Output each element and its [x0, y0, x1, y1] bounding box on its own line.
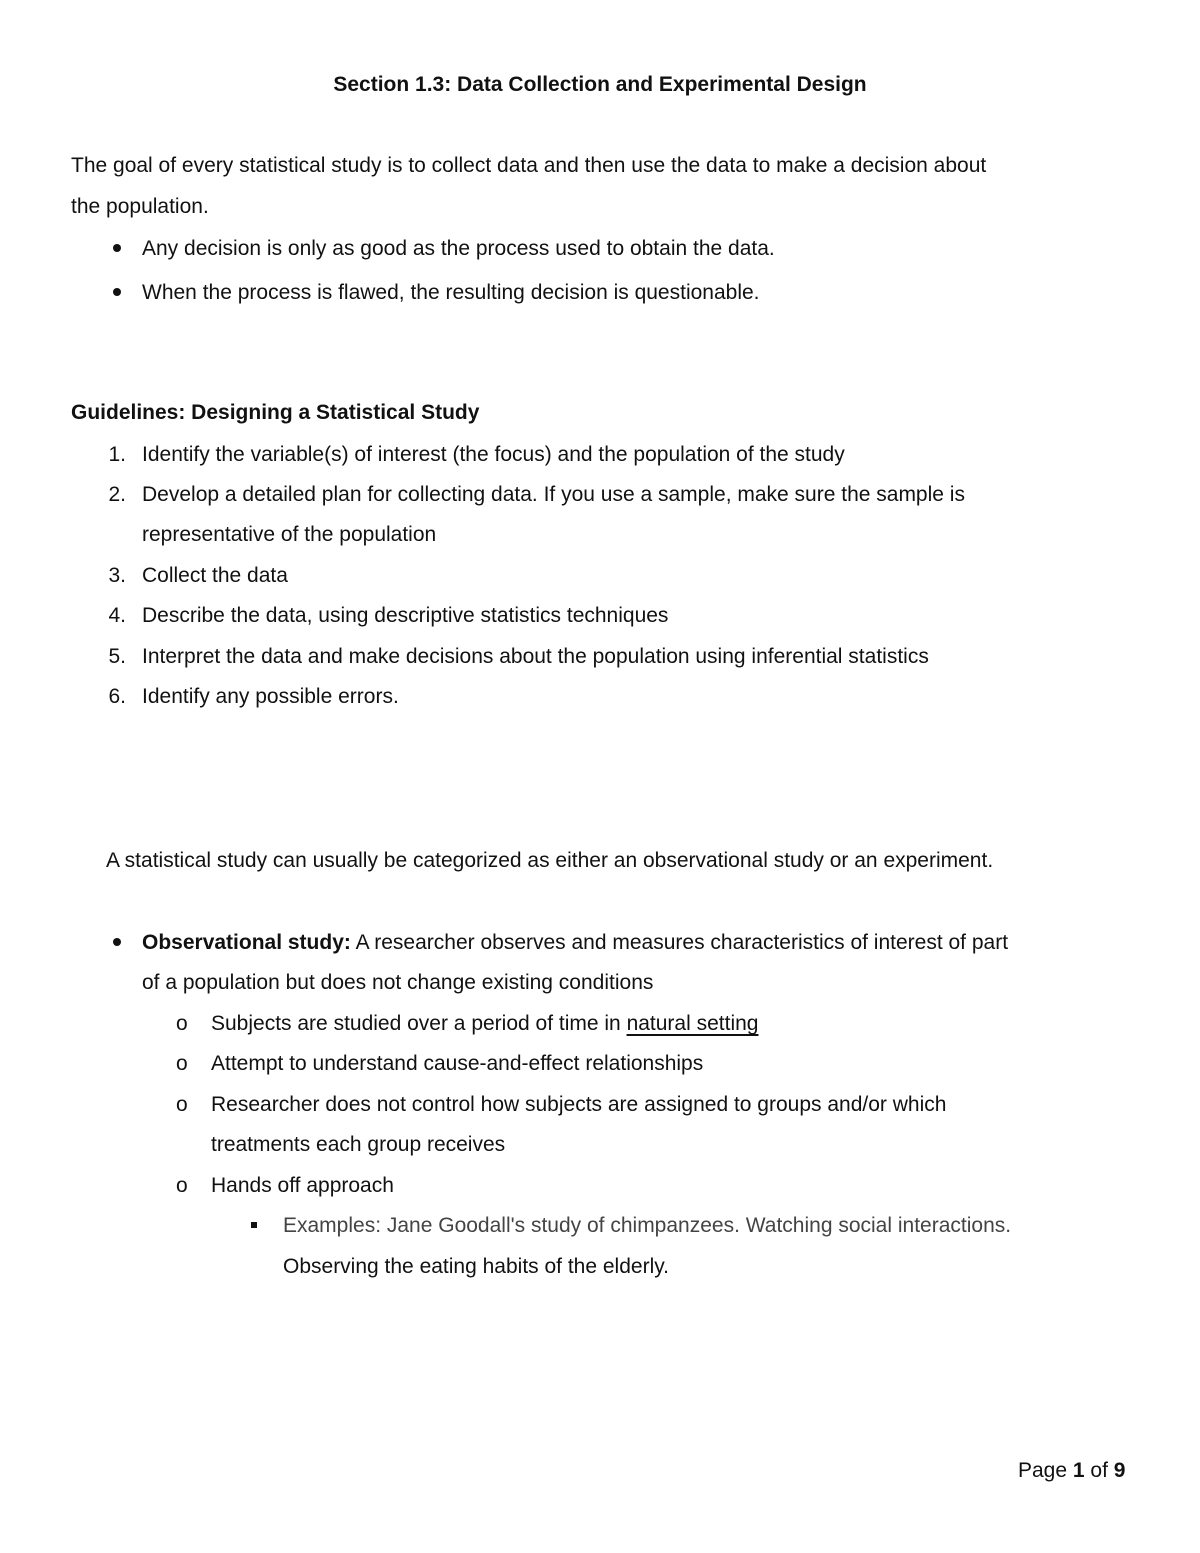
current-page-number: 1: [1072, 1459, 1085, 1482]
guideline-item-2: Develop a detailed plan for collecting data. If you use a sample, make sure the sample is: [142, 483, 965, 506]
bullet-icon: [113, 244, 121, 252]
study-types-sentence: A statistical study can usually be categorized as either an observational study or an experiment.: [106, 849, 994, 872]
page-title: Section 1.3: Data Collection and Experimental Design: [333, 73, 867, 96]
intro-paragraph-line-2: the population.: [71, 195, 209, 218]
square-bullet-icon: [251, 1222, 257, 1228]
guideline-item-4: Describe the data, using descriptive statistics techniques: [142, 604, 669, 627]
list-number: 5.: [108, 645, 126, 668]
list-number: 2.: [108, 483, 126, 506]
guideline-item-2-continued: representative of the population: [142, 523, 437, 546]
list-number: 6.: [108, 685, 126, 708]
guideline-item-1: Identify the variable(s) of interest (the focus) and the population of the study: [142, 443, 845, 466]
sub-bullet-marker: o: [176, 1052, 188, 1075]
observational-term: Observational study:: [142, 931, 351, 954]
observational-sub-item-4: Hands off approach: [211, 1174, 394, 1197]
guideline-item-3: Collect the data: [142, 564, 288, 587]
list-number: 1.: [108, 443, 126, 466]
list-number: 4.: [108, 604, 126, 627]
observational-definition: A researcher observes and measures characteristics of interest of part: [350, 931, 1009, 954]
observational-sub-item-3: Researcher does not control how subjects are assigned to groups and/or which: [211, 1093, 947, 1116]
sub-item-1-text: Subjects are studied over a period of time in: [211, 1012, 627, 1035]
intro-paragraph-line-1: The goal of every statistical study is to collect data and then use the data to make a decision about: [71, 154, 987, 177]
examples-line-2: Observing the eating habits of the elderly.: [283, 1255, 670, 1278]
bullet-icon: [113, 938, 121, 946]
list-number: 3.: [108, 564, 126, 587]
page-word: Page: [1018, 1459, 1068, 1482]
observational-sub-item-2: Attempt to understand cause-and-effect relationships: [211, 1052, 704, 1075]
total-pages-number: 9: [1113, 1459, 1126, 1482]
intro-bullet-1: Any decision is only as good as the process used to obtain the data.: [142, 237, 775, 260]
observational-sub-item-1: [211, 1003, 758, 1044]
guideline-item-5: Interpret the data and make decisions about the population using inferential statistics: [142, 645, 929, 668]
guideline-item-6: Identify any possible errors.: [142, 685, 399, 708]
observational-definition-line-1: [142, 922, 1008, 963]
observational-sub-item-3-continued: treatments each group receives: [211, 1133, 506, 1156]
sub-bullet-marker: o: [176, 1174, 188, 1197]
natural-setting-underlined: natural setting: [626, 1012, 759, 1035]
sub-bullet-marker: o: [176, 1012, 188, 1035]
bullet-icon: [113, 288, 121, 296]
intro-bullet-2: When the process is flawed, the resulting decision is questionable.: [142, 281, 760, 304]
guidelines-heading: Guidelines: Designing a Statistical Study: [71, 401, 480, 424]
of-word: of: [1090, 1459, 1108, 1482]
page-footer: [1018, 1450, 1125, 1491]
sub-bullet-marker: o: [176, 1093, 188, 1116]
observational-definition-line-2: of a population but does not change existing conditions: [142, 971, 654, 994]
examples-line-1: Examples: Jane Goodall's study of chimpanzees. Watching social interactions.: [283, 1214, 1012, 1237]
